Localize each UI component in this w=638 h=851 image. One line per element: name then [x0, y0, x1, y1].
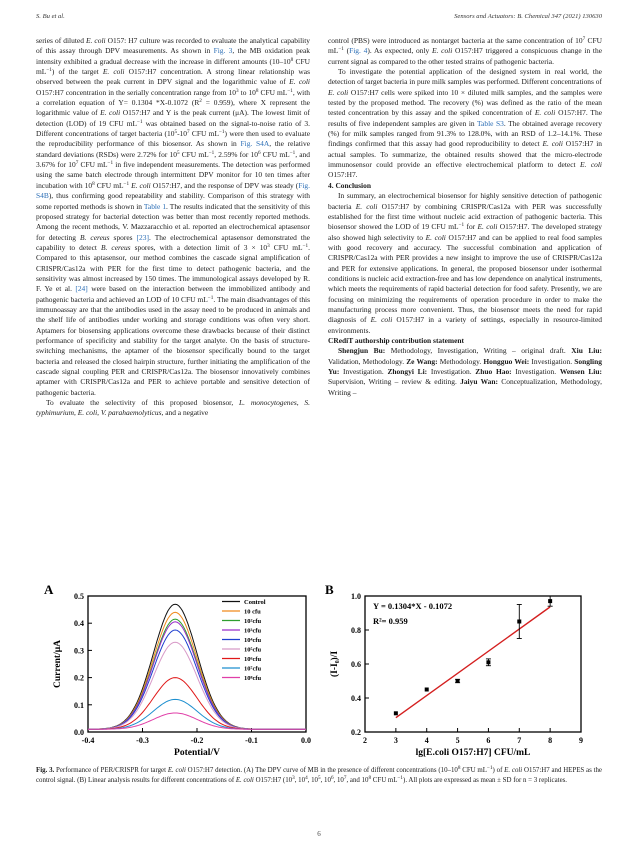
y-tick-label: 0.4: [74, 619, 84, 629]
data-point: [425, 688, 429, 692]
dpv-curve: [88, 627, 306, 729]
x-tick-label: -0.1: [245, 736, 258, 745]
x-tick-label: 7: [517, 736, 522, 745]
dpv-curve: [88, 642, 306, 729]
y-tick-label: 0.2: [74, 673, 84, 683]
data-point: [456, 679, 460, 683]
x-axis-label: lg[E.coli O157:H7] CFU/mL: [415, 748, 531, 757]
figure-3: [36, 582, 602, 757]
panel-label: A: [44, 582, 54, 597]
y-tick-label: 1.0: [351, 592, 361, 601]
data-point: [548, 599, 552, 603]
y-tick-label: 0.2: [351, 728, 361, 737]
y-axis-label: Current/μA: [53, 640, 63, 688]
legend-label: 10 cfu: [244, 608, 261, 616]
legend-label: 10⁸cfu: [244, 675, 262, 682]
dpv-curve: [88, 678, 306, 730]
legend-label: 10⁴cfu: [244, 637, 262, 644]
legend-label: 10⁶cfu: [244, 656, 262, 663]
fit-r-squared: R²= 0.959: [373, 616, 408, 626]
left-text-column: series of diluted E. coli O157: H7 culture was recorded to evaluate the analytical capability of this assay through DPV measurements. As shown in Fig. 3, the MB oxidation peak intensity exhibited a gradual decrease with the increase in different amounts ($10-10^8$ CFU $mL^{-1}$) of the target E. coli O157:H7 concentration. A strong linear relationship was observed between the peak current in DPV signal and the logarithmic value of E. coli O157:H7 concentration in the serially concentration range from $10^3$ to $10^8$ CFU $mL^{-1}$, with a correlation equation of Y= 0.1304 *X-0.1072 $(R^2 = 0.959)$, where X represent the logarithmic value of E. coli O157:H7 and Y is the peak current (μA). The lowest limit of detection (LOD) of 19 CFU $mL^{-1}$ was obtained based on the signal-to-noise ratio of 3. Different concentrations of target bacteria ($10^5-10^7$ CFU $mL^{-1}$) were then used to evaluate the reproducibility performance of this biosensor. As shown in Fig. S4A, the relative standard deviations (RSDs) were 2.72% for $10^5$ CFU $mL^{-1}$, 2.59% for $10^6$ CFU $mL^{-1}$, and 3.67% for $10^7$ CFU $mL^{-1}$ in five independent measurements. The detection was performed using the same batch electrode through intermittent DPV monitor for 10 ten times after incubation with $10^8$ CFU $mL^{-1}$ E. coli O157:H7, and the response of DPV was steady (Fig. S4B), thus confirming good repeatability and stability. Comparison of this strategy with some reported methods is shown in Table 1. The results indicated that the sensitivity of this proposed strategy for bacterial detection was better than most recently reported methods. Among the recent methods, V. Mazzaracchio et al. reported an electrochemical aptasensor for detecting B. cereus spores [23]. The electrochemical aptasensor demonstrated the capability to detect B. cereus spores, with a detection limit of $3 \times 10^3$ CFU $mL^{-1}$. Compared to this aptasensor, our method combines the cascade signal amplification of CRISPR/Cas12a with PER for the first time to detect pathogenic bacteria, and the sensitivity was almost increased by 150 times. The immunological assays developed by R. F. Ye et al. [24] were based on the interaction between the immobilized antibody and pathogenic bacteria and achieved an LOD of 10 CFU $mL^{-1}$. The main disadvantages of this immunoassay are that the antibodies used in the assay need to be produced in animals and the shelf life of antibodies under working and storage conditions was often very short. Aptamers for biosensing applications overcome these drawbacks because of their distinct performance of specificity and stability for the target analyte. On the basis of structure-switching mechanisms, the aptamer of the biosensor specifically bound to the target bacteria and released the closed hairpin structure, further initiating the amplification of the cascade signal coupling PER and CRISPR/Cas12a. The biosensor innovatively combines aptamer with CRISPR/Cas12a and PER to achieve portable and sensitive detection of pathogenic bacteria. To evaluate the selectivity of this proposed biosensor, L. monocytogenes, S. typhimurium, E. coli, V. parahaemolyticus, and a negative: [36, 36, 311, 418]
x-tick-label: 2: [363, 736, 367, 745]
figure-caption: Fig. 3. Performance of PER/CRISPR for target E. coli O157:H7 detection. (A) The DPV curve of MB in the presence of different concentrations ($10-10^8$ CFU $mL^{-1}$) of E. coli O157:H7 and HEPES as the control signal. (B) Linear analysis results for different concentrations of E. coli O157:H7 ($10^3$, $10^4$, $10^5$, $10^6$, $10^7$, and $10^8$ CFU $mL^{-1}$). All plots are expressed as mean ± SD for n = 3 replicates.: [36, 765, 602, 785]
data-point: [517, 620, 521, 624]
x-tick-label: -0.3: [136, 736, 149, 745]
right-text-column: control (PBS) were introduced as nontarget bacteria at the same concentration of $10^7$ CFU $mL^{-1}$ (Fig. 4). As expected, only E. coli O157:H7 triggered a conspicuous change in the current signal as compared to the other tested strains of pathogenic bacteria. To investigate the potential application of the designed system in real world, the detection of target bacteria in pure milk samples was performed. Different concentrations of E. coli O157:H7 cells were spiked into 10 × diluted milk samples, and the samples were tested by the proposed method. The recovery (%) was defined as the ratio of the mean tested concentration by this assay and the spiked concentration of E. coli O157:H7. The results of five independent samples are given in Table S3. The obtained average recovery (%) for milk samples ranged from 91.3% to 128.0%, with an RSD of 1.2–14.1%. These findings confirmed that this assay had good reproducibility to detect E. coli O157:H7 in actual samples. To summarize, the obtained results showed that the micro-electrode immunosensor could provide an effective electrochemical platform to detect E. coli O157:H7. 4. Conclusion In summary, an electrochemical biosensor for highly sensitive detection of pathogenic bacteria E. coli O157:H7 by combining CRISPR/Cas12a with PER was successfully established for the first time without nucleic acid extraction of pathogenic bacteria. This biosensor showed the LOD of 19 CFU $mL^{-1}$ for E. coli O157:H7. The developed strategy also showed high selectivity to E. coli O157:H7 and can be applied to real food samples with good recovery and accuracy. The successful combination and application of CRISPR/Cas12a with PER provides a new insight to improve the use of CRISPR/Cas12a and PER for extensive applications. In general, the proposed biosensor under isothermal conditions is nucleic acid extraction-free and has low dependence on analytical instruments, which meets the requirements of rapid bacterial detection for food safety. Presently, we are focusing on minimizing the requirements of operation procedure in order to make the manufacturing process more convenient. Thus, the biosensor meets the need for rapid diagnosis of E. coli O157:H7 in a variety of settings, especially in resource-limited environments. CRediT authorship contribution statement Shengjun Bu: Methodology, Investigation, Writing – original draft. Xiu Liu: Validation, Methodology. Ze Wang: Methodology. Hongguo Wei: Investigation. Songling Yu: Investigation. Zhongyi Li: Investigation. Zhuo Hao: Investigation. Wensen Liu: Supervision, Writing – review & editing. Jaiyu Wan: Conceptualization, Methodology, Writing –: [328, 36, 603, 397]
linear-fit-panel: [319, 582, 602, 757]
y-axis-label: (I-I₀)/I: [330, 650, 340, 678]
page-number: 6: [317, 830, 321, 838]
legend-label: 10²cfu: [244, 618, 262, 625]
x-axis-label: Potential/V: [174, 748, 220, 757]
legend-label: 10⁵cfu: [244, 646, 262, 654]
y-tick-label: 0.3: [74, 646, 84, 656]
x-tick-label: 8: [548, 736, 553, 745]
y-tick-label: 0.5: [74, 592, 84, 601]
legend-label: 10³cfu: [244, 627, 262, 635]
x-tick-label: 6: [486, 736, 491, 745]
fit-equation: Y = 0.1304*X - 0.1072: [373, 601, 453, 611]
legend-label: 10⁷cfu: [244, 665, 262, 673]
y-tick-label: 0.0: [74, 728, 84, 737]
x-tick-label: -0.2: [190, 736, 204, 745]
x-tick-label: 0.0: [301, 736, 311, 745]
dpv-curve: [88, 619, 306, 729]
panel-label: B: [325, 582, 334, 597]
x-tick-label: 5: [455, 736, 460, 745]
y-tick-label: 0.1: [74, 700, 84, 710]
y-tick-label: 0.4: [351, 694, 361, 703]
y-tick-label: 0.6: [351, 660, 361, 669]
data-point: [394, 711, 398, 715]
dpv-curve-panel: [36, 582, 319, 757]
x-tick-label: -0.4: [81, 736, 95, 745]
fit-line: [396, 607, 550, 718]
x-tick-label: 4: [424, 736, 429, 745]
running-header-journal: Sensors and Actuators: B. Chemical 347 (2021) 130630: [454, 13, 602, 20]
legend-label: Control: [244, 599, 266, 606]
running-header-authors: S. Bu et al.: [36, 13, 65, 20]
y-tick-label: 0.8: [351, 626, 361, 635]
x-tick-label: 3: [393, 736, 398, 745]
data-point: [486, 660, 490, 664]
x-tick-label: 9: [579, 736, 583, 745]
